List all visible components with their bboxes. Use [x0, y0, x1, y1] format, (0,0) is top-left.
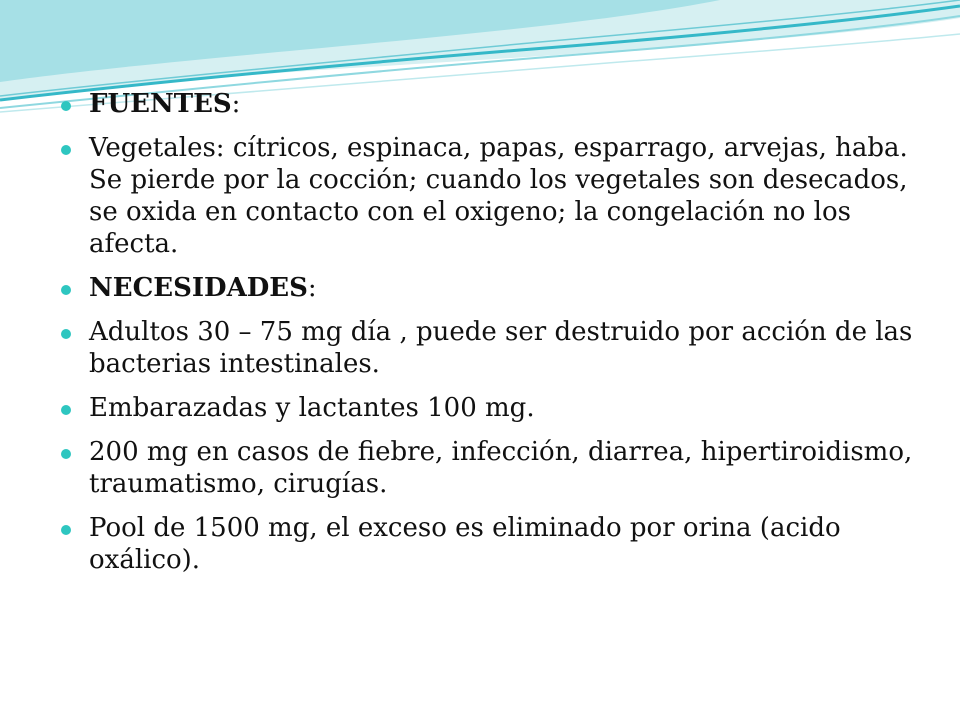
bullet-list — [58, 88, 938, 576]
bullet-text: : — [307, 273, 317, 303]
bullet-item-adultos — [58, 316, 938, 380]
bullet-item-fuentes — [58, 88, 938, 120]
bullet-text: Adultos 30 – 75 mg día , puede ser destruido por acción de las bacterias intestinales. — [89, 317, 913, 379]
bullet-dot-icon — [61, 145, 71, 155]
bullet-dot-icon — [61, 101, 71, 111]
bullet-item-pool — [58, 512, 938, 576]
bullet-dot-icon — [61, 285, 71, 295]
bullet-dot-icon — [61, 449, 71, 459]
bullet-heading: NECESIDADES — [89, 273, 308, 303]
bullet-item-vegetales — [58, 132, 938, 260]
bullet-dot-icon — [61, 525, 71, 535]
bullet-text: Vegetales: cítricos, espinaca, papas, esparrago, arvejas, haba. Se pierde por la cocción; cuando los vegetales son desecados, se oxida en contacto con el oxigeno; la congelación no los afecta. — [89, 133, 908, 259]
bullet-heading: FUENTES — [89, 89, 232, 119]
bullet-item-necesidades — [58, 272, 938, 304]
slide-content — [58, 88, 938, 588]
bullet-item-embarazadas — [58, 392, 938, 424]
bullet-text: Embarazadas y lactantes 100 mg. — [89, 393, 535, 423]
bullet-text: : — [231, 89, 241, 119]
bullet-dot-icon — [61, 329, 71, 339]
bullet-text: 200 mg en casos de fiebre, infección, diarrea, hipertiroidismo, traumatismo, cirugías. — [89, 437, 913, 499]
bullet-dot-icon — [61, 405, 71, 415]
bullet-item-200mg — [58, 436, 938, 500]
bullet-text: Pool de 1500 mg, el exceso es eliminado por orina (acido oxálico). — [89, 513, 841, 575]
